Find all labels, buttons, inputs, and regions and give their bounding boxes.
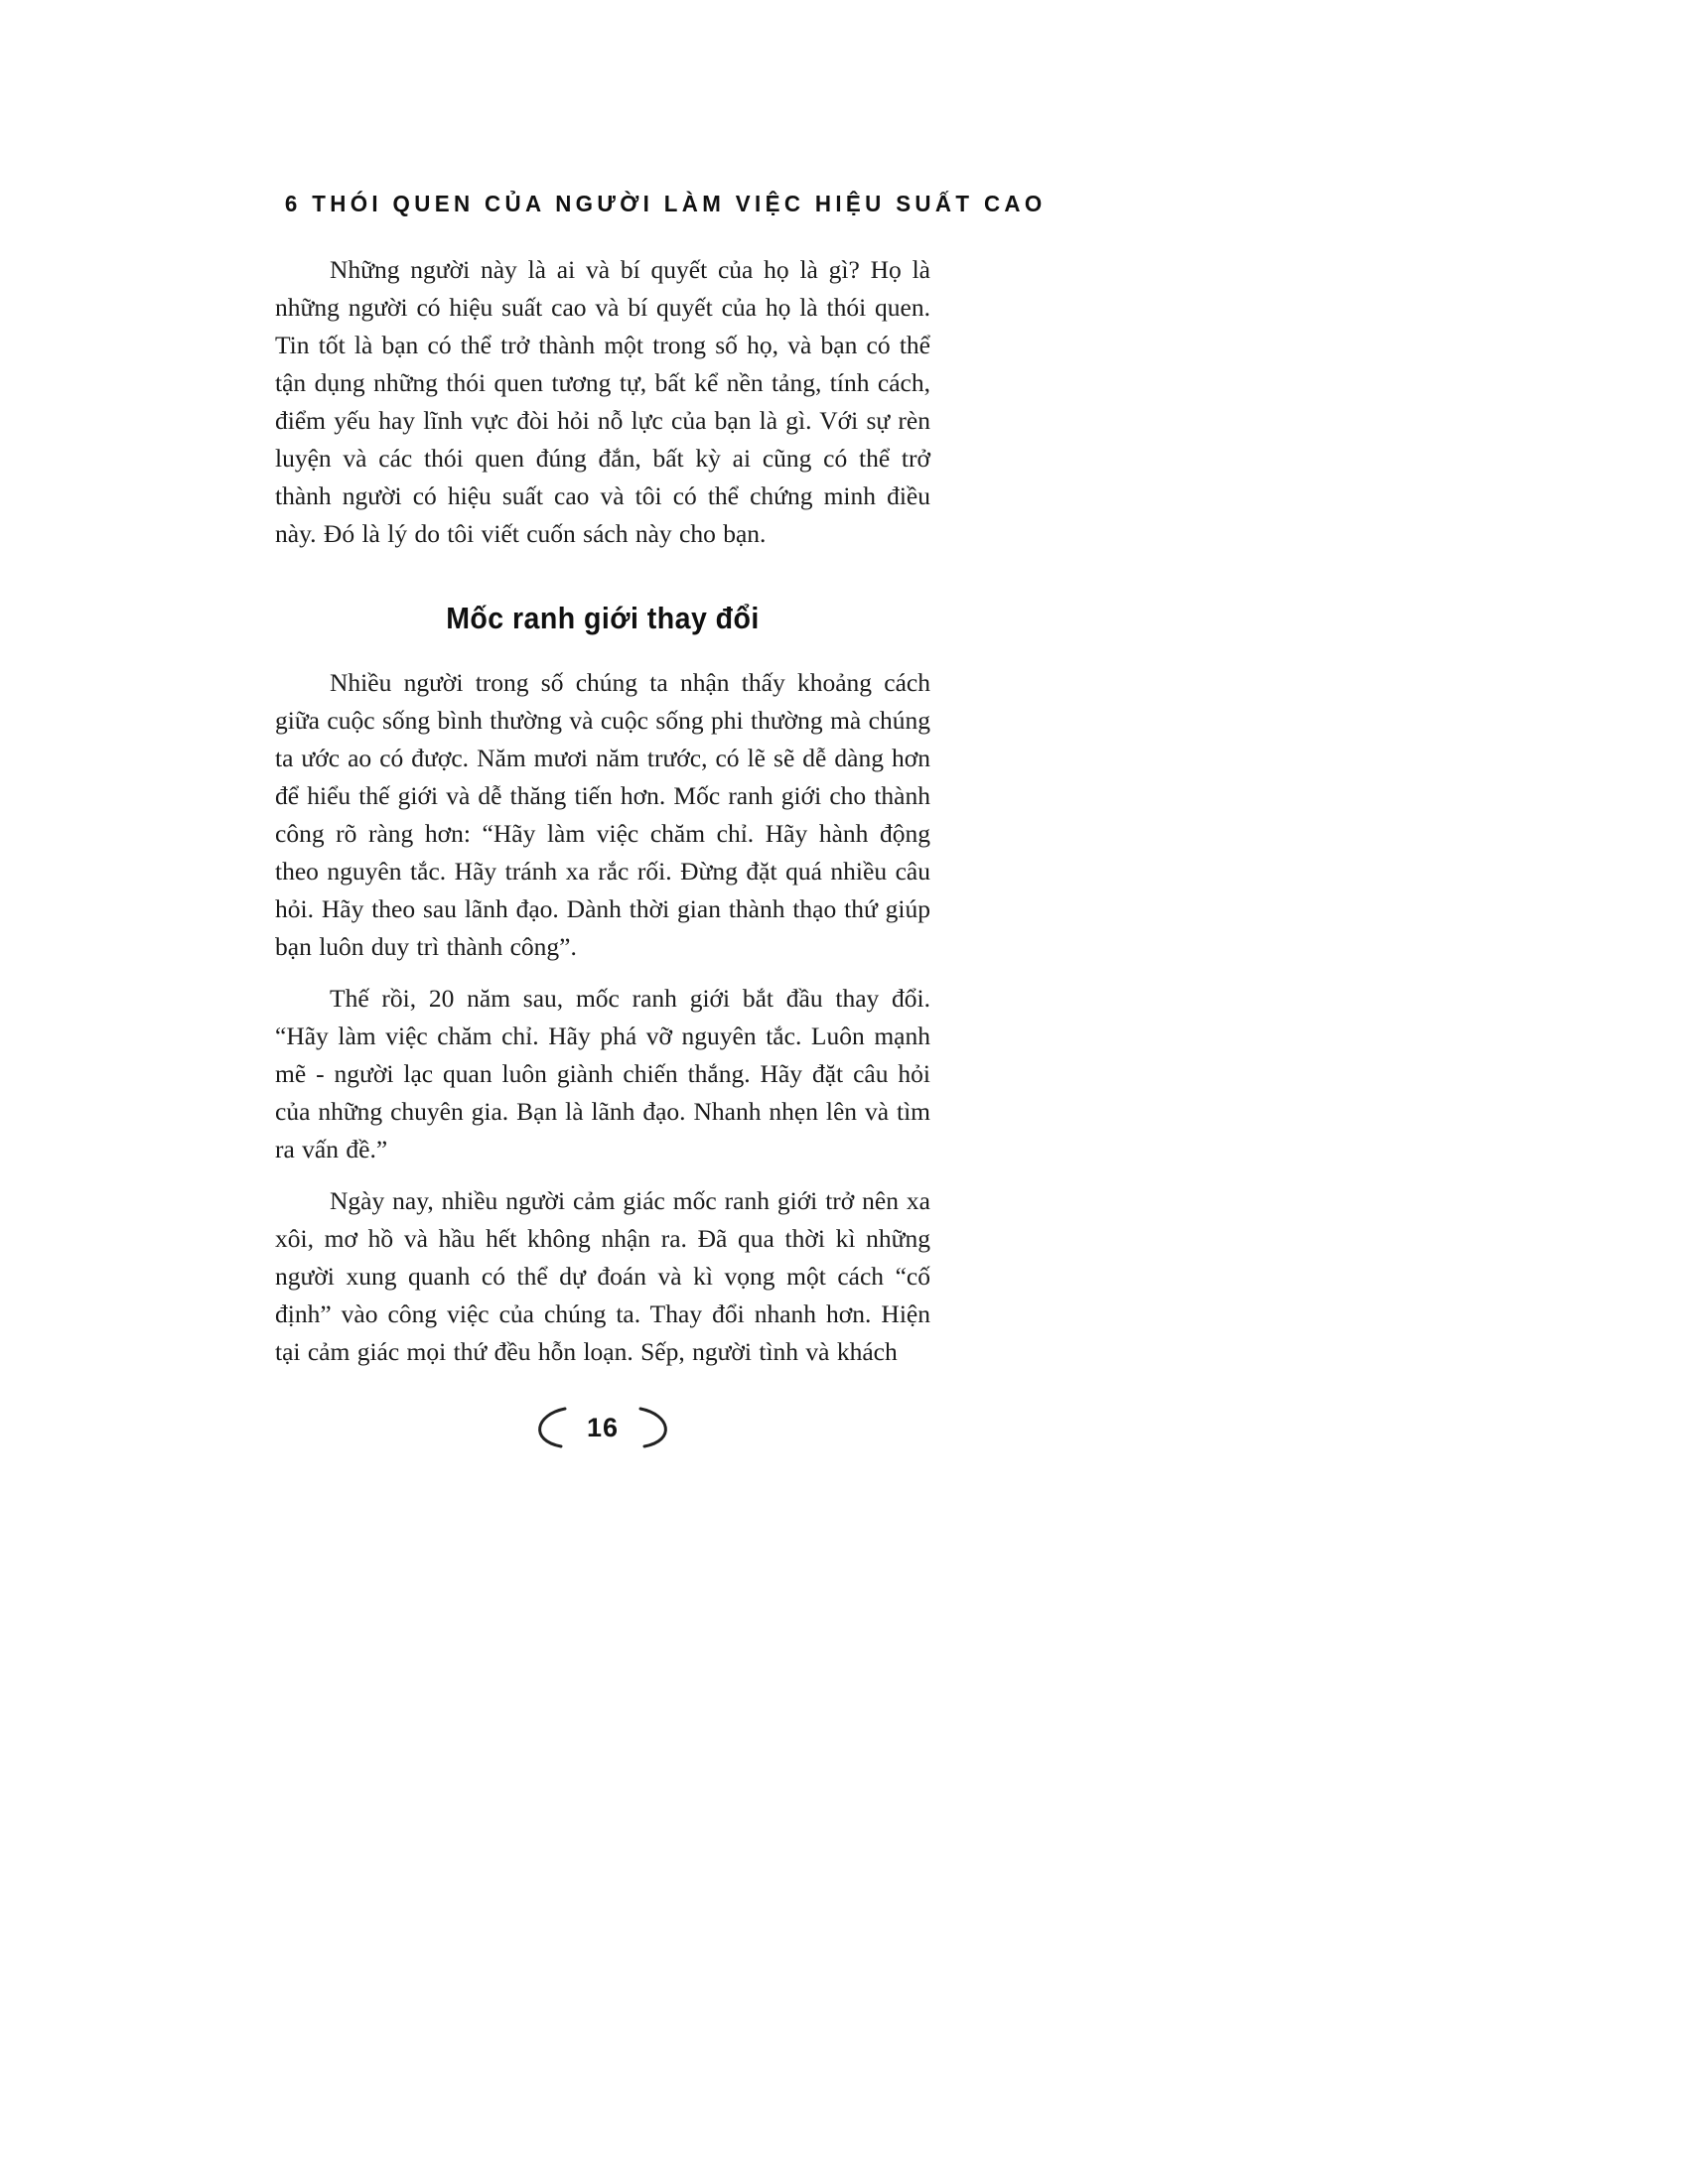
section-heading: Mốc ranh giới thay đổi <box>446 601 760 635</box>
page-number-footer <box>275 1407 930 1448</box>
intro-paragraph: Những người này là ai và bí quyết của họ là gì? Họ là những người có hiệu suất cao và bí quyết của họ là thói quen. Tin tốt là bạn có thể trở thành một trong số họ, và bạn có thể tận dụng những thói quen tương tự, bất kể nền tảng, tính cách, điểm yếu hay lĩnh vực đòi hỏi nỗ lực của bạn là gì. Với sự rèn luyện và các thói quen đúng đắn, bất kỳ ai cũng có thể trở thành người có hiệu suất cao và tôi có thể chứng minh điều này. Đó là lý do tôi viết cuốn sách này cho bạn. <box>275 255 930 548</box>
section-paragraph-1: Nhiều người trong số chúng ta nhận thấy khoảng cách giữa cuộc sống bình thường và cuộc sống phi thường mà chúng ta ước ao có được. Năm mươi năm trước, có lẽ sẽ dễ dàng hơn để hiểu thế giới và dễ thăng tiến hơn. Mốc ranh giới cho thành công rõ ràng hơn: “Hãy làm việc chăm chỉ. Hãy hành động theo nguyên tắc. Hãy tránh xa rắc rối. Đừng đặt quá nhiều câu hỏi. Hãy theo sau lãnh đạo. Dành thời gian thành thạo thứ giúp bạn luôn duy trì thành công”. <box>275 668 930 961</box>
running-header: 6 THÓI QUEN CỦA NGƯỜI LÀM VIỆC HIỆU SUẤT CAO <box>284 191 1047 216</box>
page-number-right-arc-icon <box>633 1407 684 1448</box>
section-paragraph-2: Thế rồi, 20 năm sau, mốc ranh giới bắt đầu thay đổi. “Hãy làm việc chăm chỉ. Hãy phá vỡ nguyên tắc. Luôn mạnh mẽ - người lạc quan luôn giành chiến thắng. Hãy đặt câu hỏi của những chuyên gia. Bạn là lãnh đạo. Nhanh nhẹn lên và tìm ra vấn đề.” <box>275 984 930 1163</box>
text-block <box>275 191 1047 1448</box>
section-paragraph-3: Ngày nay, nhiều người cảm giác mốc ranh giới trở nên xa xôi, mơ hồ và hầu hết không nhận ra. Đã qua thời kì những người xung quanh có thể dự đoán và kì vọng một cách “cố định” vào công việc của chúng ta. Thay đổi nhanh hơn. Hiện tại cảm giác mọi thứ đều hỗn loạn. Sếp, người tình và khách <box>275 1186 930 1366</box>
page-number-left-arc-icon <box>521 1407 573 1448</box>
page-number: 16 <box>586 1412 620 1442</box>
